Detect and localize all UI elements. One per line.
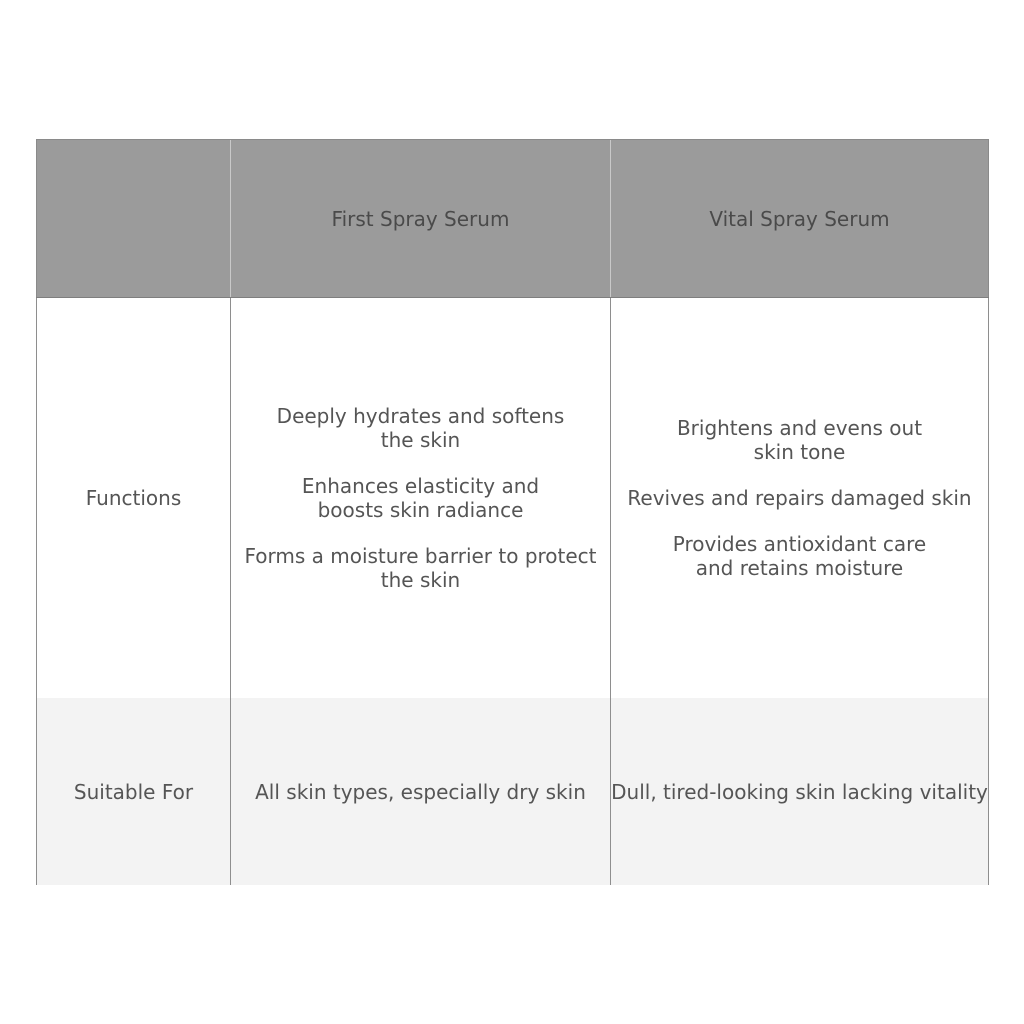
header-empty-cell — [36, 140, 230, 297]
suitable-first-text: All skin types, especially dry skin — [255, 779, 586, 804]
functions-label: Functions — [36, 298, 230, 698]
first-function-item: Enhances elasticity and boosts skin radiance — [301, 474, 540, 522]
functions-vital-cell — [610, 298, 989, 698]
first-function-item: Deeply hydrates and softens the skin — [276, 404, 565, 452]
suitable-vital-text: Dull, tired-looking skin lacking vitality — [611, 779, 988, 804]
functions-first-cell — [230, 298, 610, 698]
header-vital-spray-serum: Vital Spray Serum — [610, 140, 989, 297]
suitable-for-row — [36, 698, 989, 885]
suitable-vital-cell — [610, 698, 989, 885]
first-function-item: Forms a moisture barrier to protect the skin — [244, 544, 597, 592]
suitable-first-cell — [230, 698, 610, 885]
comparison-table — [36, 139, 989, 885]
vital-function-item: Revives and repairs damaged skin — [627, 486, 972, 510]
functions-row — [36, 298, 989, 698]
vital-function-item: Brightens and evens out skin tone — [676, 416, 923, 464]
table-header-row — [36, 139, 989, 298]
header-first-spray-serum: First Spray Serum — [230, 140, 610, 297]
vital-function-item: Provides antioxidant care and retains moisture — [672, 532, 927, 580]
suitable-for-label: Suitable For — [36, 698, 230, 885]
